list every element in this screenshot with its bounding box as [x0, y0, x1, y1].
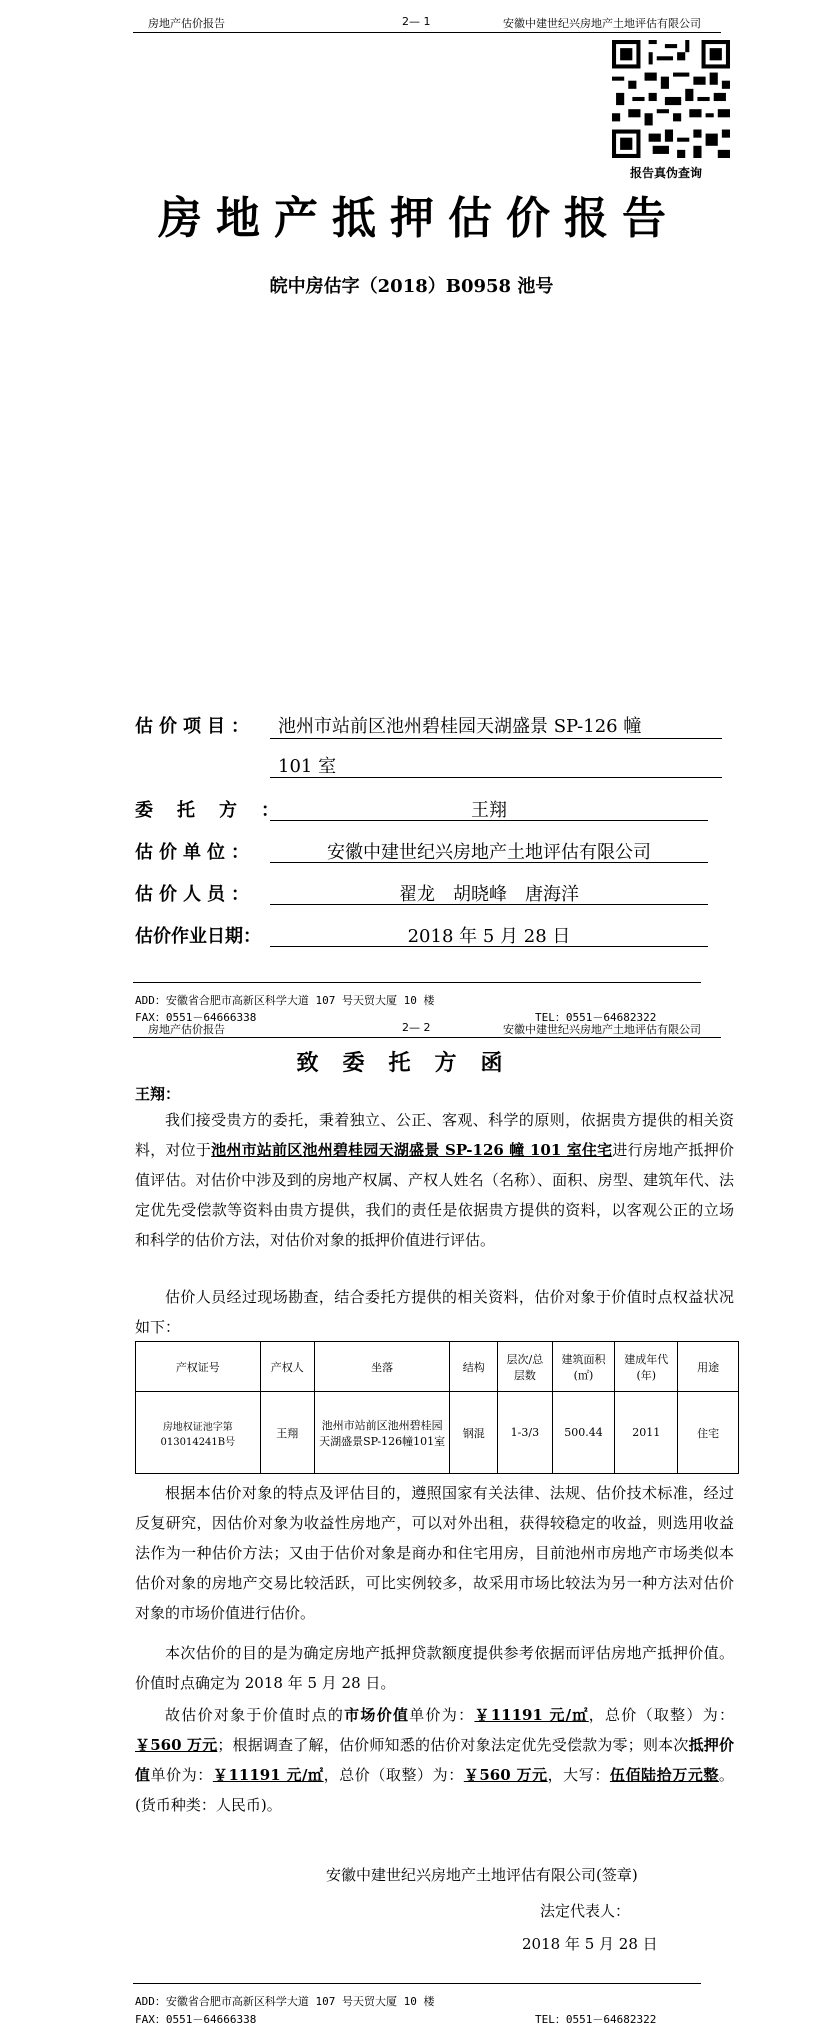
report-title: 房地产抵押估价报告 [158, 193, 680, 244]
td-owner: 王翔 [260, 1392, 314, 1474]
client-value: 王翔 [471, 800, 507, 821]
signature-representative: 法定代表人： [540, 1902, 631, 1920]
table-header-row [136, 1342, 739, 1392]
date-label: 估价作业日期： [135, 926, 261, 947]
page2-header-page: 2— 2 [402, 1021, 431, 1034]
td-year: 2011 [615, 1392, 678, 1474]
page1-footer-address: ADD：安徽省合肥市高新区科学大道 107 号天贸大厦 10 楼 [135, 994, 435, 1007]
unit-label: 估价单位： [135, 842, 255, 863]
page2-footer-tel: TEL：0551－64682322 [535, 2013, 657, 2026]
page1-footer-tel: TEL：0551－64682322 [535, 1011, 657, 1024]
th-year: 建成年代(年) [615, 1342, 678, 1392]
paragraph-4: 本次估价的目的是为确定房地产抵押贷款额度提供参考依据而评估房地产抵押价值。价值时点确定为 2018 年 5 月 28 日。 [135, 1644, 734, 1692]
page1-header-rule [133, 32, 721, 33]
project-underline-2 [270, 777, 722, 778]
page1-header-left: 房地产估价报告 [148, 17, 225, 30]
page2-header-left: 房地产估价报告 [148, 1023, 225, 1036]
table-row [136, 1392, 739, 1474]
unit-value: 安徽中建世纪兴房地产土地评估有限公司 [327, 842, 651, 863]
client-label: 委托方： [135, 800, 303, 821]
staff-value: 翟龙 胡晓峰 唐海洋 [399, 884, 579, 905]
paragraph-5: 故估价对象于价值时点的市场价值单价为：￥11191 元/㎡，总价（取整）为：￥560 万元；根据调查了解，估价师知悉的估价对象法定优先受偿款为零；则本次抵押价值单价为：￥11191 元/㎡，总价（取整）为：￥560 万元，大写：伍佰陆拾万元整。(货币种类：人民币)。 [135, 1706, 734, 1814]
mortgage-total-price: ￥560 万元 [463, 1766, 548, 1784]
page1-footer-fax: FAX：0551－64666338 [135, 1011, 257, 1024]
property-address-emphasis: 池州市站前区池州碧桂园天湖盛景 SP-126 幢 101 室住宅 [211, 1141, 613, 1159]
th-area: 建筑面积(㎡) [552, 1342, 615, 1392]
client-underline [270, 820, 708, 821]
paragraph-2: 估价人员经过现场勘查，结合委托方提供的相关资料，估价对象于价值时点权益状况如下： [135, 1288, 734, 1336]
page1-header-right: 安徽中建世纪兴房地产土地评估有限公司 [503, 17, 701, 30]
page2-header-rule [133, 1037, 721, 1038]
th-structure: 结构 [450, 1342, 498, 1392]
td-location: 池州市站前区池州碧桂园天湖盛景SP-126幢101室 [314, 1392, 449, 1474]
letter-title: 致委托方函 [296, 1050, 527, 1076]
th-cert: 产权证号 [136, 1342, 261, 1392]
td-cert: 房地权证池字第013014241B号 [136, 1392, 261, 1474]
paragraph-3: 根据本估价对象的特点及评估目的，遵照国家有关法律、法规、估价技术标准，经过反复研究，因估价对象为收益性房地产，可以对外出租，获得较稳定的收益，则选用收益法作为一种估价方法；又由于估价对象是商办和住宅用房，目前池州市房地产市场类似本估价对象的房地产交易比较活跃，可比实例较多，故采用市场比较法为另一种方法对估价对象的市场价值进行估价。 [135, 1484, 734, 1622]
mortgage-unit-price: ￥11191 元/㎡ [212, 1766, 324, 1784]
date-value: 2018 年 5 月 28 日 [407, 926, 571, 947]
staff-underline [270, 904, 708, 905]
th-usage: 用途 [678, 1342, 739, 1392]
report-number: 皖中房估字（2018）B0958 池号 [269, 276, 554, 297]
market-total-price: ￥560 万元 [135, 1736, 218, 1754]
page2-footer-rule [133, 1983, 701, 1984]
project-underline-1 [270, 738, 722, 739]
page2-footer-address: ADD：安徽省合肥市高新区科学大道 107 号天贸大厦 10 楼 [135, 1995, 435, 2008]
th-floors: 层次/总层数 [498, 1342, 552, 1392]
unit-underline [270, 862, 708, 863]
td-floors: 1-3/3 [498, 1392, 552, 1474]
page1-footer-rule [133, 982, 701, 983]
market-unit-price: ￥11191 元/㎡ [474, 1706, 589, 1724]
staff-label: 估价人员： [135, 884, 255, 905]
date-underline [270, 946, 708, 947]
property-table [135, 1341, 739, 1474]
signature-company: 安徽中建世纪兴房地产土地评估有限公司(签章) [326, 1866, 638, 1884]
qr-code-icon[interactable] [612, 40, 730, 158]
signature-date: 2018 年 5 月 28 日 [522, 1935, 658, 1953]
td-structure: 钢混 [450, 1392, 498, 1474]
page2-footer-fax: FAX：0551－64666338 [135, 2013, 257, 2026]
td-usage: 住宅 [678, 1392, 739, 1474]
td-area: 500.44 [552, 1392, 615, 1474]
salutation: 王翔： [135, 1085, 181, 1103]
paragraph-1: 我们接受贵方的委托，秉着独立、公正、客观、科学的原则，依据贵方提供的相关资料，对位于池州市站前区池州碧桂园天湖盛景 SP-126 幢 101 室住宅进行房地产抵押价值评估。对估价中涉及到的房地产权属、产权人姓名（名称）、面积、房型、建筑年代、法定优先受偿款等资料由贵方提供，我们的责任是依据贵方提供的资料，以客观公正的立场和科学的估价方法，对估价对象的抵押价值进行评估。 [135, 1111, 734, 1249]
page2-header-right: 安徽中建世纪兴房地产土地评估有限公司 [503, 1023, 701, 1036]
amount-in-words: 伍佰陆拾万元整 [609, 1766, 719, 1784]
project-value-line1: 池州市站前区池州碧桂园天湖盛景 SP-126 幢 [278, 716, 642, 737]
qr-caption: 报告真伪查询 [630, 166, 703, 180]
project-label: 估价项目： [135, 716, 255, 737]
th-location: 坐落 [314, 1342, 449, 1392]
project-value-line2: 101 室 [278, 756, 337, 777]
page1-header-page: 2— 1 [402, 15, 431, 28]
th-owner: 产权人 [260, 1342, 314, 1392]
